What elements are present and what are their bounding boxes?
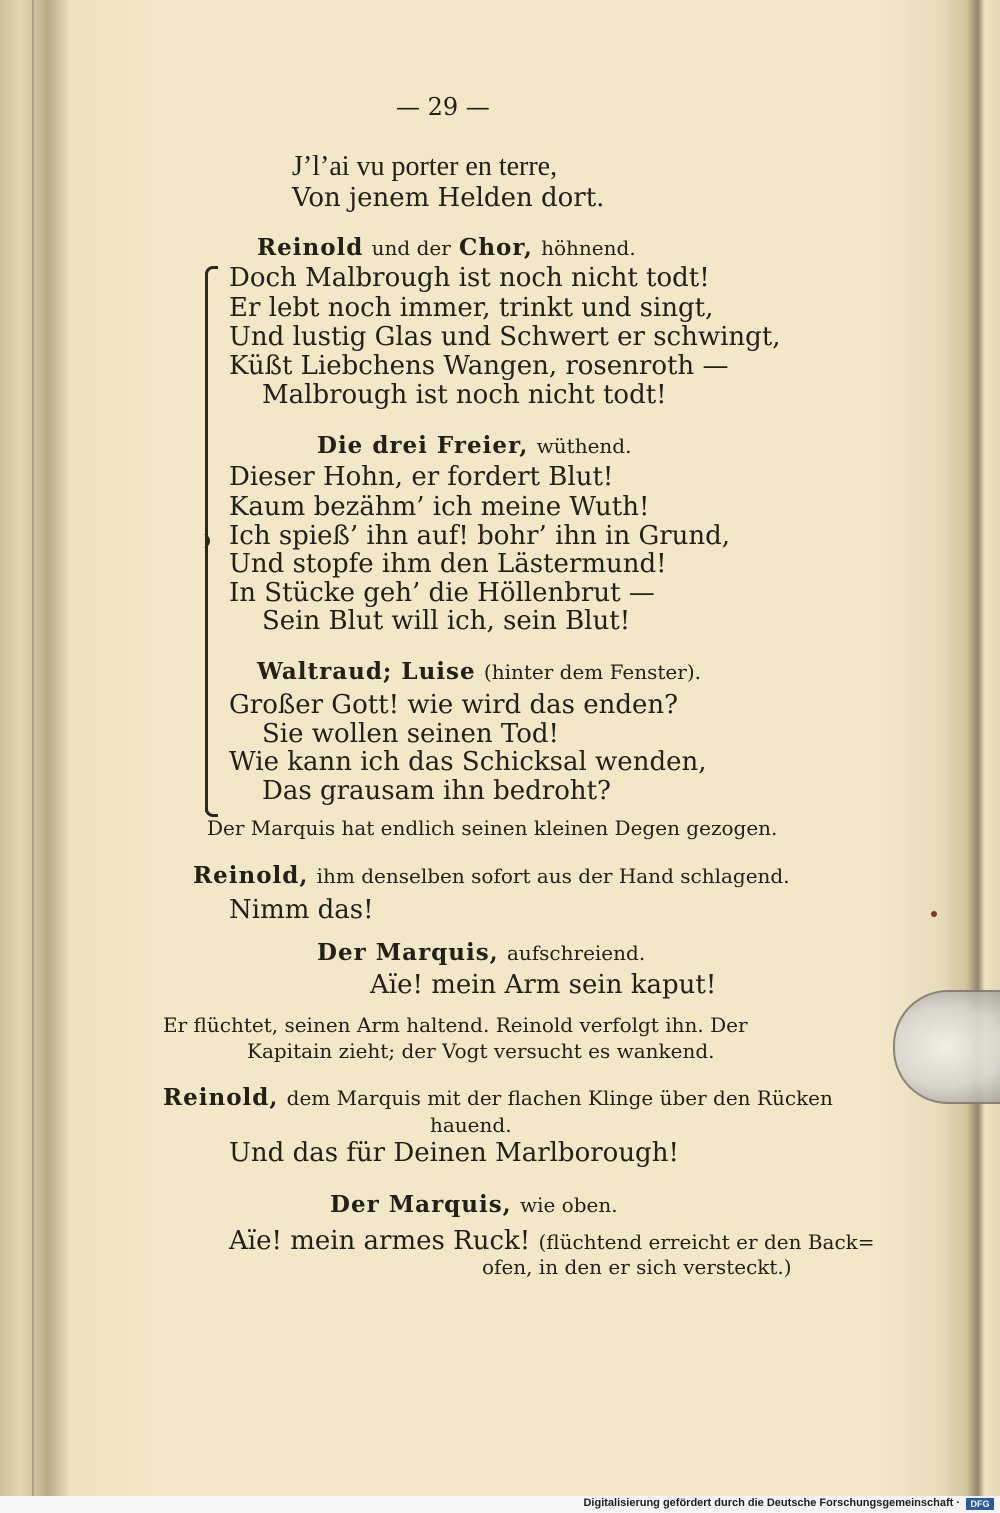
verse-line: Küßt Liebchens Wangen, rosenroth —: [229, 351, 729, 381]
stage-direction-line: Der Marquis hat endlich seinen kleinen Degen gezogen.: [207, 816, 778, 840]
verse-line: Und lustig Glas und Schwert er schwingt,: [229, 322, 781, 352]
stage-direction-line: Kapitain zieht; der Vogt versucht es wankend.: [247, 1039, 715, 1063]
speaker-name: Reinold: [257, 234, 364, 261]
footer-bar: [0, 1496, 1000, 1513]
verse-line: In Stücke geh’ die Höllenbrut —: [229, 578, 655, 608]
verse-line: Wie kann ich das Schicksal wenden,: [229, 747, 707, 777]
speaker-heading-6: [163, 1082, 833, 1113]
stage-direction: wie oben.: [519, 1193, 618, 1217]
speaker-name: Der Marquis,: [330, 1191, 512, 1218]
page-clip: [893, 990, 1000, 1104]
speaker-heading-4: [193, 860, 790, 891]
verse-line: Großer Gott! wie wird das enden?: [229, 690, 679, 720]
verse-line: Er lebt noch immer, trinkt und singt,: [229, 293, 714, 323]
page-number: — 29 —: [396, 93, 490, 121]
verse-line: Sie wollen seinen Tod!: [262, 719, 559, 749]
verse-line: Doch Malbrough ist noch nicht todt!: [229, 263, 710, 293]
speaker-name: Die drei Freier,: [317, 432, 529, 459]
footer-credit: Digitalisierung gefördert durch die Deutsche Forschungsgemeinschaft ·: [583, 1497, 960, 1509]
verse-line: Kaum bezähm’ ich meine Wuth!: [229, 492, 650, 522]
stage-direction: aufschreiend.: [506, 941, 646, 965]
speaker-name-2: Chor,: [459, 234, 533, 261]
speaker-heading-3: [257, 656, 701, 687]
verse-line: Und stopfe ihm den Lästermund!: [229, 549, 667, 579]
verse-line: Sein Blut will ich, sein Blut!: [262, 606, 631, 636]
verse-line: Aïe! mein Arm sein kaput!: [370, 970, 717, 1000]
speaker-name: Der Marquis,: [317, 939, 499, 966]
verse-line: Und das für Deinen Marlborough!: [229, 1138, 679, 1168]
verse-line: Das grausam ihn bedroht?: [262, 776, 611, 806]
stage-direction: hauend.: [430, 1113, 512, 1137]
speaker-name: Waltraud; Luise: [257, 658, 476, 685]
stage-direction: (hinter dem Fenster).: [483, 660, 701, 684]
verse-line: Dieser Hohn, er fordert Blut!: [229, 462, 614, 492]
speaker-heading-5: [317, 937, 645, 968]
french-verse-line-1: J’l’ai vu porter en terre,: [292, 151, 558, 182]
stage-direction: dem Marquis mit der flachen Klinge über den Rücken: [286, 1086, 833, 1110]
speaker-heading-7: [330, 1189, 618, 1220]
verse-line: Nimm das!: [229, 895, 374, 925]
speaker-heading-1: [257, 232, 636, 263]
verse-line-2: Von jenem Helden dort.: [292, 183, 605, 213]
stage-direction: wüthend.: [536, 434, 632, 458]
stage-direction: ofen, in den er sich versteckt.): [482, 1255, 792, 1279]
speaker-heading-2: [317, 430, 631, 461]
stage-direction-line: Er flüchtet, seinen Arm haltend. Reinold verfolgt ihn. Der: [163, 1013, 748, 1037]
verse-line: Malbrough ist noch nicht todt!: [262, 380, 667, 410]
stage-direction: (flüchtend erreicht er den Back=: [538, 1230, 875, 1254]
paper-spot: [931, 911, 937, 917]
verse-text: Aïe! mein armes Ruck!: [229, 1226, 531, 1256]
stage-direction: ihm denselben sofort aus der Hand schlagend.: [316, 864, 790, 888]
book-spine-edge: [32, 0, 36, 1496]
verse-line: Ich spieß’ ihn auf! bohr’ ihn in Grund,: [229, 521, 731, 551]
speaker-name: Reinold,: [193, 862, 309, 889]
speaker-connector: und der: [371, 236, 451, 260]
speaker-name: Reinold,: [163, 1084, 279, 1111]
dfg-logo: DFG: [966, 1498, 994, 1510]
stage-direction: höhnend.: [541, 236, 636, 260]
